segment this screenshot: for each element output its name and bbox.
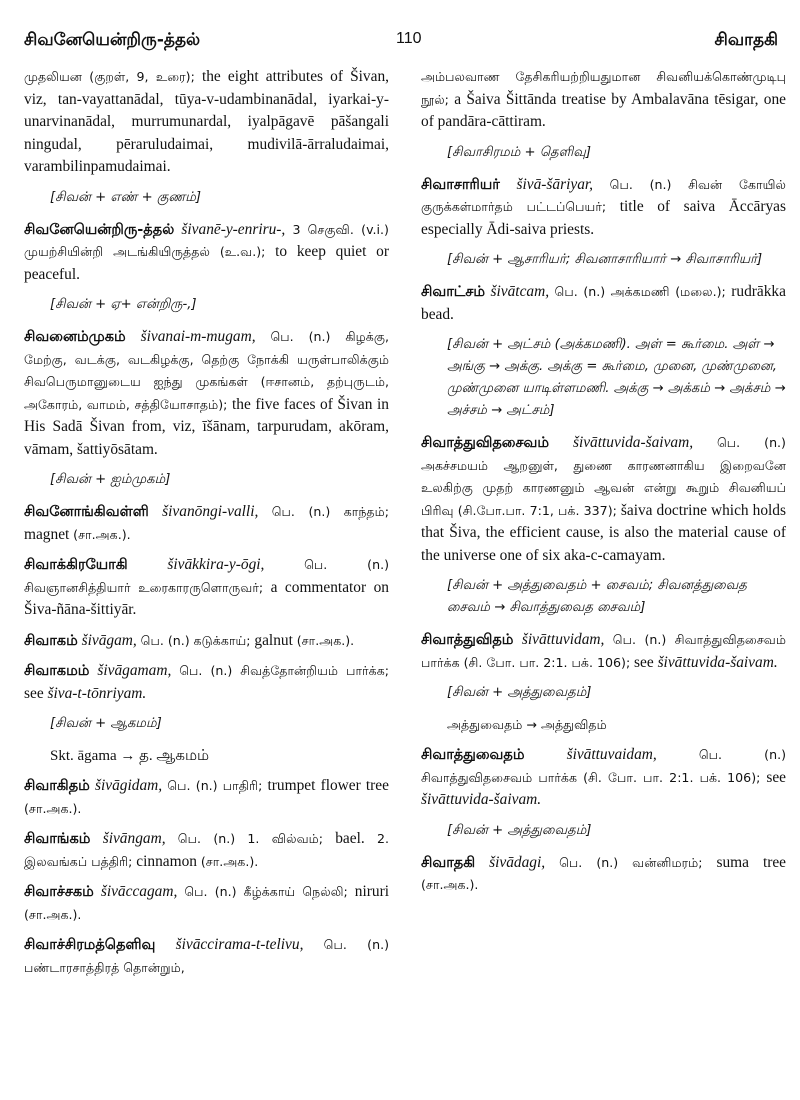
transliteration: šivāttuvaidam, xyxy=(566,746,657,763)
headword: சிவனைம்முகம் xyxy=(24,329,126,345)
def-en: šaiva doctrine which holds that Šiva, the efficient cause, is also the material cause of the universe one of six aka-c-camayam. xyxy=(421,501,786,564)
etymology: [சிவன் + அத்துவைதம் + சைவம்; சிவனத்துவைத சைவம் → சிவாத்துவைத சைவம்] xyxy=(447,578,747,615)
entry-continuation xyxy=(24,66,389,179)
entry xyxy=(24,326,389,461)
source-abbrev: (சா.அக.). xyxy=(200,853,259,869)
grammar: பெ. (n.) xyxy=(716,435,786,450)
def-ta: 1. வில்வம்; xyxy=(247,831,323,846)
def-ta: முதலியன (குறள், 9, உரை); xyxy=(24,69,195,84)
derivation-note xyxy=(447,714,786,736)
grammar: பெ. (n.) xyxy=(323,937,389,952)
transliteration: šivākkira-y-ōgi, xyxy=(167,556,265,573)
entry xyxy=(24,660,389,705)
transliteration: šivāgam, xyxy=(81,631,137,649)
def-en: a Šaiva Šittānda treatise by Ambalavāna tēsigar, one of pandāra-cāttiram. xyxy=(421,90,786,130)
def-en: the eight attributes of Šivan, viz, tan-vayattanādal, tūya-v-udambinanādal, iyarkai-y-unarvinanādal, murrumunardal, iyalpāgavē pāšangali ningudal, pēraruludaimai, mudivilā-ārraludaimai, varambilinpamudaimai. xyxy=(24,68,389,175)
transliteration: šivāttuvidam, xyxy=(521,631,605,648)
etymology: [சிவன் + ஏ+ என்றிரு-,] xyxy=(50,297,197,312)
entry xyxy=(24,775,389,820)
def-en: to keep quiet or peaceful. xyxy=(24,243,389,283)
page-header xyxy=(24,30,778,58)
def-en: galnut xyxy=(254,631,293,649)
etymology: [சிவன் + ஆசாரியர்; சிவனாசாரியார் → சிவாசாரியர்] xyxy=(447,252,763,267)
headword: சிவாத்துவைதம் xyxy=(421,747,525,763)
headword: சிவாசாரியர் xyxy=(421,176,500,193)
transliteration: šivāttuvida-šaivam, xyxy=(572,434,694,451)
derivation-text: அத்துவைதம் → அத்துவிதம் xyxy=(447,717,607,732)
def-ta: அகச்சமயம் ஆறனுள், துணை காரணனாகிய இறைவனே உலகிற்கு முதற் காரணனும் ஆவன் என்று கூறும் சிவனியப் பிரிவு (சி.போ.பா. 7:1, பக். 337); xyxy=(421,457,786,518)
transliteration: šivanai-m-mugam, xyxy=(140,328,256,345)
def-ta: வன்னிமரம்; xyxy=(632,854,703,870)
source-abbrev: (சா.அக.). xyxy=(24,906,82,922)
entry xyxy=(421,744,786,812)
headword: சிவாகம் xyxy=(24,632,78,649)
transliteration: šivāccagam, xyxy=(100,883,178,900)
entry xyxy=(24,881,389,926)
entry xyxy=(421,432,786,567)
def-ta: சிவத்தோன்றியம் பார்க்க; xyxy=(240,663,389,678)
def-en: rudrākka bead. xyxy=(421,283,786,323)
etymology: [சிவன் + ஆகமம்] xyxy=(50,716,162,731)
transliteration: šivātcam, xyxy=(490,283,550,300)
etymology: [சிவன் + அட்சம் (அக்கமணி). அள் = கூர்மை. அள் → அங்கு → அக்கு. அக்கு = கூர்மை, முனை, முண்முனை, முண்முனை யாடிள்ளமணி. அக்கு → அக்கம் → அக்சம் → அச்சம் → அட்சம்] xyxy=(447,337,786,418)
def-ta: பண்டாரசாத்திரத் தொன்றும், xyxy=(24,959,185,975)
transliteration: šivā-šāriyar, xyxy=(516,175,594,193)
def-en: cinnamon xyxy=(136,852,197,870)
headword: சிவாங்கம் xyxy=(24,831,91,847)
def-en: a commentator on Šiva-ñāna-šittiyār. xyxy=(24,578,389,618)
entry xyxy=(421,281,786,326)
grammar: பெ. (n.) xyxy=(140,632,190,648)
etymology: [சிவாசிரமம் + தெளிவு] xyxy=(447,144,591,160)
transliteration: šivanōngi-valli, xyxy=(162,503,259,520)
def-ta: அக்கமணி (மலை.); xyxy=(610,284,726,299)
headword: சிவாதகி xyxy=(421,854,476,871)
def-en: magnet xyxy=(24,525,70,543)
etymology: [சிவன் + எண் + குணம்] xyxy=(50,189,201,205)
def-en: the five faces of Šivan in His Sadā Šivan from, viz, īšānam, tarpurudam, akōram, vāmam, šattiyōsātam. xyxy=(24,395,389,458)
entry xyxy=(24,501,389,546)
grammar: பெ. (n.) xyxy=(177,831,236,846)
etymology: [சிவன் + ஐம்முகம்] xyxy=(50,472,171,487)
grammar: பெ. (n.) xyxy=(609,176,672,192)
grammar: செகுவி. (v.i.) xyxy=(307,221,389,237)
see-reference: šivāttuvida-šaivam. xyxy=(657,653,778,671)
grammar: பெ. (n.) xyxy=(179,663,233,678)
left-column xyxy=(24,66,389,987)
def-ta: காந்தம்; xyxy=(343,504,389,519)
headword: சிவாக்கிரயோகி xyxy=(24,557,128,573)
entry xyxy=(24,554,389,622)
def-en: trumpet flower tree xyxy=(267,777,389,794)
grammar: பெ. (n.) xyxy=(304,557,389,572)
def-en: see xyxy=(24,684,44,702)
def-ta: கிழக்கு, மேற்கு, வடக்கு, வடகிழக்கு, தெற்கு நோக்கி யருள்பாலிக்கும் சிவபெருமானுடைய ஐந்து முகங்கள் (ஈசானம், தற்புருடம், அகோரம், வாமம், சத்தியோசாதம்); xyxy=(24,329,389,412)
etymology: [சிவன் + அத்துவைதம்] xyxy=(447,822,592,838)
entry xyxy=(421,629,786,674)
header-right-guideword: சிவாதகி xyxy=(714,30,778,50)
headword: சிவாத்துவிதம் xyxy=(421,632,514,648)
entry xyxy=(24,934,389,979)
def-en: see xyxy=(766,768,786,786)
entry xyxy=(24,630,389,653)
headword: சிவாத்துவிதசைவம் xyxy=(421,435,550,451)
see-reference: šiva-t-tōnriyam. xyxy=(47,684,147,702)
def-en: title of saiva Āccāryas especially Ādi-saiva priests. xyxy=(421,198,786,238)
def-ta: கடுக்காய்; xyxy=(193,632,251,648)
headword: சிவாகமம் xyxy=(24,663,90,679)
def-en: suma tree xyxy=(716,853,787,871)
transliteration: šivāccirama-t-telivu, xyxy=(175,936,304,953)
header-left-guideword: சிவனேயென்றிரு-த்தல் xyxy=(24,30,201,50)
def-en: niruri xyxy=(354,883,389,900)
headword: சிவாச்சகம் xyxy=(24,884,94,900)
headword: சிவாகிதம் xyxy=(24,778,90,794)
right-column xyxy=(421,66,786,905)
def-ta: முயற்சியின்றி அடங்கியிருத்தல் (உ.வ.); xyxy=(24,244,266,259)
source-abbrev: (சா.அக.). xyxy=(24,800,82,816)
def-en: see xyxy=(634,653,654,671)
transliteration: šivāngam, xyxy=(102,830,166,847)
grammar: பெ. (n.) xyxy=(612,632,667,647)
def-ta: சிவாத்துவிதசைவம் பார்க்க (சி. போ. பா. 2:1. பக். 106); xyxy=(421,769,761,785)
headword: சிவனோங்கிவள்ளி xyxy=(24,504,149,520)
entry xyxy=(421,174,786,242)
page-number: 110 xyxy=(396,30,422,47)
entry xyxy=(421,852,786,897)
transliteration: šivādagi, xyxy=(489,853,546,871)
entry xyxy=(24,828,389,873)
grammar: பெ. (n.) xyxy=(167,778,218,793)
transliteration: šivāgidam, xyxy=(94,777,163,794)
grammar: பெ. (n.) xyxy=(554,284,606,299)
grammar-number: 3 xyxy=(292,221,301,237)
source-abbrev: (சா.அக.). xyxy=(421,877,479,892)
grammar: பெ. (n.) xyxy=(559,854,619,870)
sanskrit-note: Skt. āgama → த. ஆகமம் xyxy=(50,748,210,764)
headword: சிவனேயென்றிரு-த்தல் xyxy=(24,221,175,238)
grammar: பெ. (n.) xyxy=(271,504,331,519)
def-ta: சிவஞானசித்தியார் உரைகாரருளொருவர்; xyxy=(24,579,264,595)
headword: சிவாட்சம் xyxy=(421,284,486,300)
entry xyxy=(24,219,389,287)
def-ta: சிவாத்துவிதசைவம் பார்க்க (சி. போ. பா. 2:1. பக். 106); xyxy=(421,632,786,670)
def-ta: அம்பலவாண தேசிகரியற்றியதுமான சிவனியக்கொண்முடிபு நூல்; xyxy=(421,69,786,107)
grammar: பெ. (n.) xyxy=(270,329,331,344)
def-ta: சிவன் கோயில் குருக்கள்மார்தம் பட்டப்பெயர்; xyxy=(421,176,786,214)
def-ta: 2. இலவங்கப் பத்திரி; xyxy=(24,831,389,869)
columns xyxy=(24,66,787,1086)
grammar: பெ. (n.) xyxy=(698,747,786,762)
source-abbrev: (சா.அக.). xyxy=(73,526,131,542)
def-ta: கீழ்க்காய் நெல்லி; xyxy=(243,884,348,899)
def-ta: பாதிரி; xyxy=(222,778,263,793)
grammar: பெ. (n.) xyxy=(184,884,237,899)
transliteration: šivāgamam, xyxy=(97,662,172,679)
def-en: bael. xyxy=(335,830,365,847)
headword: சிவாச்சிரமத்தெளிவு xyxy=(24,937,156,953)
etymology: [சிவன் + அத்துவைதம்] xyxy=(447,685,592,700)
entry-continuation xyxy=(421,66,786,134)
see-reference: šivāttuvida-šaivam. xyxy=(421,791,542,808)
source-abbrev: (சா.அக.). xyxy=(296,632,355,648)
transliteration: šivanē-y-enriru-, xyxy=(181,220,286,238)
